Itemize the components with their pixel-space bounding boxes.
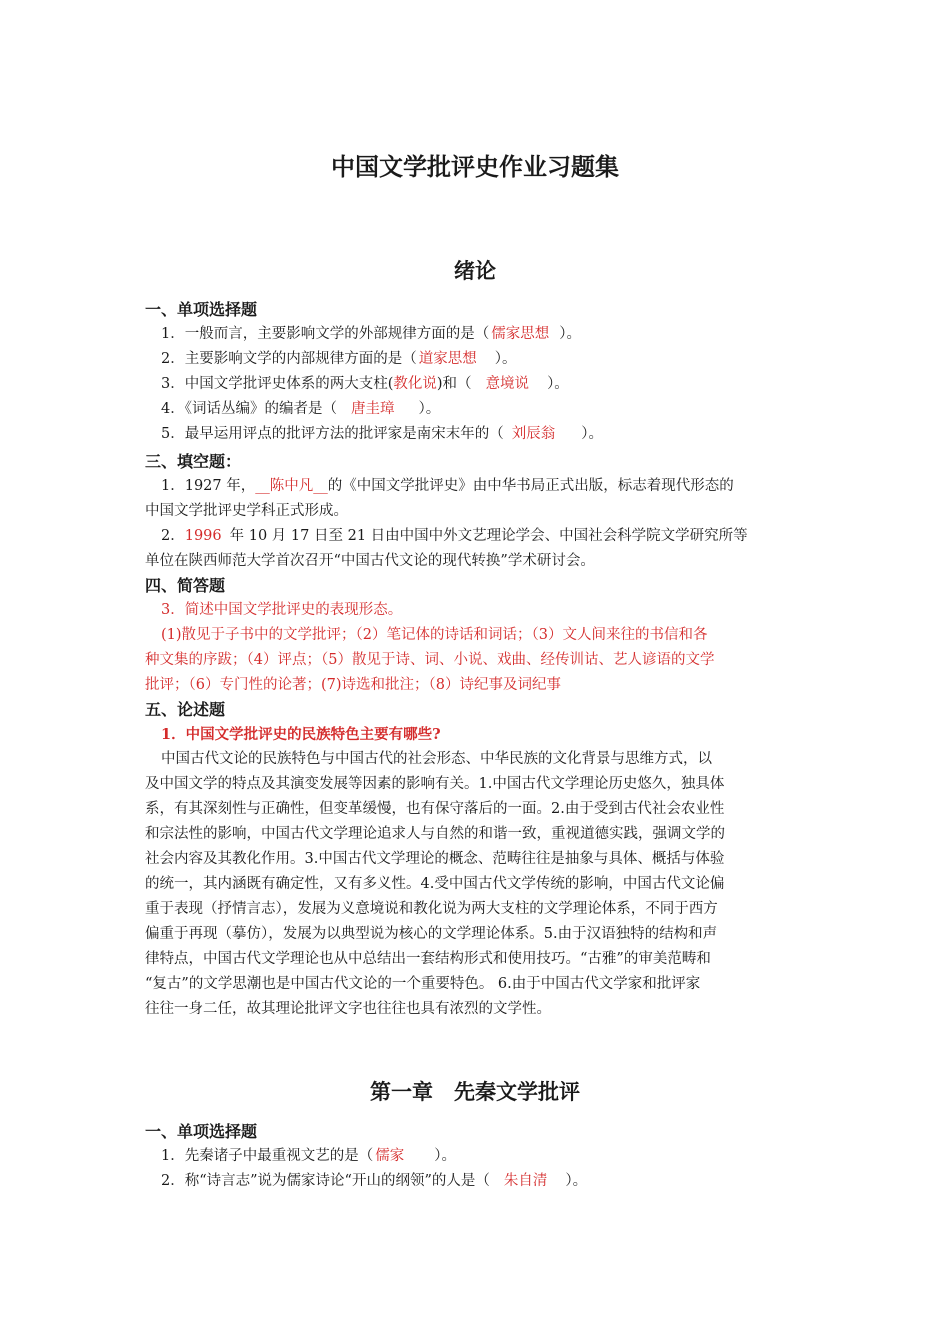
chapter1-heading: 第一章 先秦文学批评 bbox=[370, 1080, 580, 1104]
section-title: 三、填空题： bbox=[145, 452, 242, 471]
fill-question-2-cont: 单位在陕西师范大学首次召开“中国古代文论的现代转换”学术研讨会。 bbox=[145, 553, 595, 569]
question-3: 3．中国文学批评史体系的两大支柱(教化说)和（ 意境说 ）。 bbox=[145, 372, 813, 397]
question-2: 2．主要影响文学的内部规律方面的是（ 道家思想 ）。 bbox=[145, 347, 813, 372]
section-title: 五、论述题 bbox=[145, 700, 226, 719]
fill-question-1: 1．1927 年，__陈中凡__的《中国文学批评史》由中华书局正式出版，标志着现代形态的 bbox=[161, 478, 734, 494]
answer-line: 种文集的序跋；（4）评点；（5）散见于诗、词、小说、戏曲、经传训诂、艺人谚语的文学 bbox=[145, 652, 715, 668]
intro-essay-section bbox=[145, 698, 813, 1022]
answer: 儒家 bbox=[375, 1148, 405, 1164]
answer: 道家思想 bbox=[418, 351, 477, 367]
question-1: 1．先秦诸子中最重视文艺的是（ 儒家 ）。 bbox=[145, 1144, 813, 1169]
answer-line: 批评；（6）专门性的论著；(7)诗选和批注；（8）诗纪事及词纪事 bbox=[145, 677, 561, 693]
answer: 朱自清 bbox=[503, 1173, 548, 1189]
essay-answer-line: 重于表现（抒情言志），发展为义意境说和教化说为两大支柱的文学理论体系，不同于西方 bbox=[145, 901, 718, 917]
chapter1-choice-section bbox=[145, 1120, 813, 1194]
answer: 教化说 bbox=[393, 376, 437, 392]
section-title: 一、单项选择题 bbox=[145, 300, 258, 319]
question-1: 1．一般而言，主要影响文学的外部规律方面的是（ 儒家思想 ）。 bbox=[145, 322, 813, 347]
intro-heading: 绪论 bbox=[454, 259, 496, 283]
answer-line: (1)散见于子书中的文学批评；（2）笔记体的诗话和词话；（3）文人间来往的书信和各 bbox=[161, 627, 708, 643]
essay-question-1: 1．中国文学批评史的民族特色主要有哪些? bbox=[161, 726, 441, 743]
essay-answer-line: 及中国文学的特点及其演变发展等因素的影响有关。1.中国古代文学理论历史悠久，独具体 bbox=[145, 776, 725, 792]
answer: 意境说 bbox=[485, 376, 530, 392]
section-title: 四、简答题 bbox=[145, 576, 226, 595]
intro-choice-section bbox=[145, 298, 813, 447]
answer: 儒家思想 bbox=[491, 326, 550, 342]
essay-answer-line: 偏重于再现（摹仿），发展为以典型说为核心的文学理论体系。5.由于汉语独特的结构和声 bbox=[145, 926, 718, 942]
question-2: 2．称“诗言志”说为儒家诗论“开山的纲领”的人是（ 朱自清 ）。 bbox=[145, 1169, 813, 1194]
short-question-3: 3．简述中国文学批评史的表现形态。 bbox=[161, 602, 403, 618]
answer: 唐圭璋 bbox=[350, 401, 395, 417]
essay-answer-line: 和宗法性的影响，中国古代文学理论追求人与自然的和谐一致，重视道德实践，强调文学的 bbox=[145, 826, 725, 842]
essay-answer-line: 律特点，中国古代文学理论也从中总结出一套结构形式和使用技巧。“古雅”的审美范畴和 bbox=[145, 951, 711, 967]
essay-answer-line: 社会内容及其教化作用。3.中国古代文学理论的概念、范畴往往是抽象与具体、概括与体验 bbox=[145, 851, 725, 867]
document-title: 中国文学批评史作业习题集 bbox=[331, 153, 619, 181]
answer: __陈中凡__ bbox=[255, 478, 328, 494]
fill-question-1-cont: 中国文学批评史学科正式形成。 bbox=[145, 503, 348, 519]
answer: 刘辰翁 bbox=[511, 426, 556, 442]
essay-answer-line: “复古”的文学思潮也是中国古代文论的一个重要特色。 6.由于中国古代文学家和批评家 bbox=[145, 976, 701, 992]
essay-answer-line: 往往一身二任，故其理论批评文字也往往也具有浓烈的文学性。 bbox=[145, 1001, 551, 1017]
intro-short-answer-section bbox=[145, 574, 813, 698]
essay-answer-line: 中国古代文论的民族特色与中国古代的社会形态、中华民族的文化背景与思维方式，以 bbox=[161, 751, 712, 767]
fill-question-2: 2．1996 年 10 月 17 日至 21 日由中国中外文艺理论学会、中国社会科学院文学研究所等 bbox=[161, 528, 748, 544]
intro-fill-section bbox=[145, 450, 813, 574]
essay-answer-line: 系，有其深刻性与正确性，但变革缓慢，也有保守落后的一面。2.由于受到古代社会农业性 bbox=[145, 801, 725, 817]
answer: 1996 bbox=[184, 528, 222, 544]
section-title: 一、单项选择题 bbox=[145, 1122, 258, 1141]
essay-answer-line: 的统一，其内涵既有确定性，又有多义性。4.受中国古代文学传统的影响，中国古代文论偏 bbox=[145, 876, 725, 892]
question-4: 4．《词话丛编》的编者是（ 唐圭璋 ）。 bbox=[145, 397, 813, 422]
question-5: 5．最早运用评点的批评方法的批评家是南宋末年的（ 刘辰翁 ）。 bbox=[145, 422, 813, 447]
